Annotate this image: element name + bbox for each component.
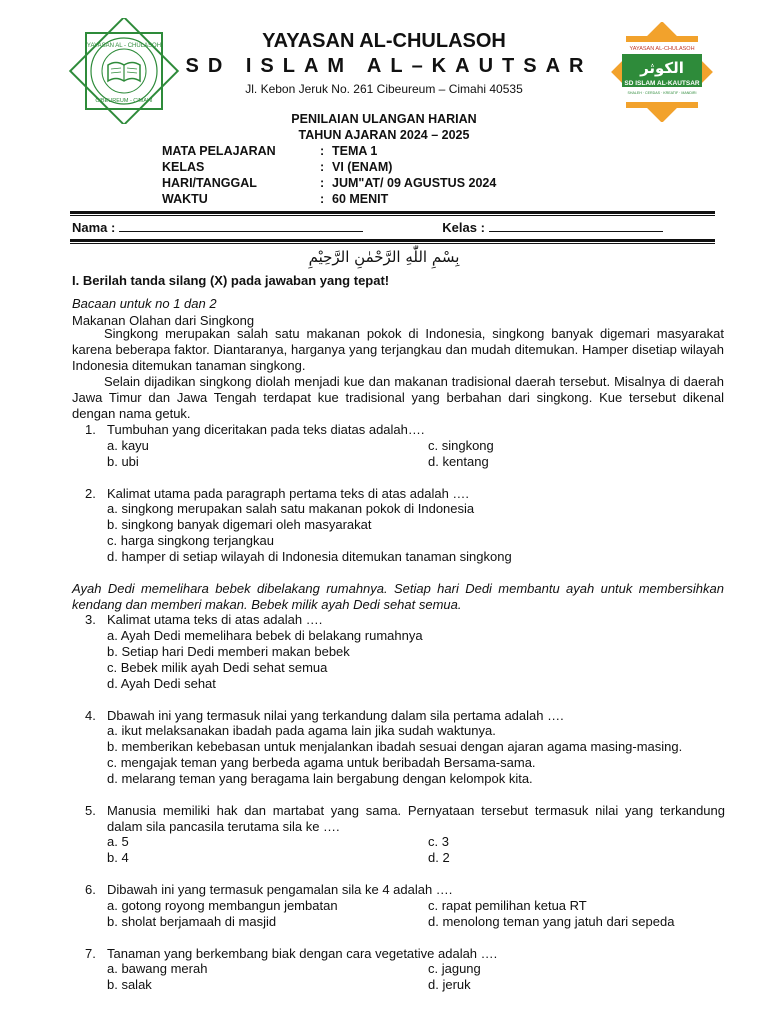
name-blank[interactable] — [119, 220, 363, 232]
reading-paragraph-1: Singkong merupakan salah satu makanan pokok di Indonesia, singkong banyak digemari masyarakat karena beberapa faktor. Diantaranya, harganya yang terjangkau dan mudah ditemukan. Hamper disetiap wilayah Indonesia ditemukan tanaman singkong. — [72, 326, 724, 373]
question-7: 7. Tanaman yang berkembang biak dengan cara vegetative adalah …. — [85, 946, 498, 961]
option-3b[interactable]: b. Setiap hari Dedi memberi makan bebek — [107, 644, 350, 659]
option-7b[interactable]: b. salak — [107, 977, 152, 992]
option-1c[interactable]: c. singkong — [428, 438, 494, 453]
option-2a[interactable]: a. singkong merupakan salah satu makanan pokok di Indonesia — [107, 501, 475, 516]
name-label: Nama — [72, 220, 108, 235]
exam-title: PENILAIAN ULANGAN HARIAN — [291, 112, 477, 126]
question-3: 3. Kalimat utama teks di atas adalah …. — [85, 612, 323, 627]
question-6: 6. Dibawah ini yang termasuk pengamalan sila ke 4 adalah …. — [85, 882, 453, 897]
school-title: SD ISLAM AL–KAUTSAR — [185, 55, 593, 77]
option-7c[interactable]: c. jagung — [428, 961, 481, 976]
option-6c[interactable]: c. rapat pemilihan ketua RT — [428, 898, 587, 913]
academic-year: TAHUN AJARAN 2024 – 2025 — [298, 128, 470, 142]
option-2c[interactable]: c. harga singkong terjangkau — [107, 533, 274, 548]
student-info-row: Nama : Kelas : — [72, 220, 712, 235]
foundation-logo-top-text: YAYASAN AL - CHULASOH — [86, 43, 162, 49]
meta-subject: MATA PELAJARAN : TEMA 1 — [162, 144, 378, 158]
school-logo-motto: SHALEH · CERDAS · KREATIF · MANDIRI — [627, 91, 697, 95]
option-5c[interactable]: c. 3 — [428, 834, 449, 849]
class-label: Kelas — [442, 220, 477, 235]
question-5: 5. Manusia memiliki hak dan martabat yang sama. Pernyataan tersebut termasuk nilai yang terkandung dalam sila pancasila terutama sila ke …. — [85, 803, 725, 834]
option-4b[interactable]: b. memberikan kebebasan untuk menjalankan ibadah sesuai dengan ajaran agama masing-masing. — [107, 739, 683, 754]
meta-duration: WAKTU : 60 MENIT — [162, 192, 389, 206]
header-divider-top-thin — [70, 215, 715, 216]
option-4d[interactable]: d. melarang teman yang beragama lain bergabung dengan kelompok kita. — [107, 771, 533, 786]
foundation-title: YAYASAN AL-CHULASOH — [262, 30, 506, 52]
option-5b[interactable]: b. 4 — [107, 850, 129, 865]
option-7d[interactable]: d. jeruk — [428, 977, 471, 992]
option-2d[interactable]: d. hamper di setiap wilayah di Indonesia ditemukan tanaman singkong — [107, 549, 512, 564]
option-7a[interactable]: a. bawang merah — [107, 961, 208, 976]
school-logo-top-text: YAYASAN AL-CHULASOH — [629, 46, 695, 52]
option-1b[interactable]: b. ubi — [107, 454, 139, 469]
school-logo-name: SD ISLAM AL-KAUTSAR — [624, 80, 700, 87]
school-address: Jl. Kebon Jeruk No. 261 Cibeureum – Cimahi 40535 — [245, 82, 523, 96]
header-divider-bottom — [70, 239, 715, 242]
basmalah: بِسْمِ اللّٰهِ الرَّحْمٰنِ الرَّحِيْمِ — [308, 248, 460, 266]
question-2: 2. Kalimat utama pada paragraph pertama teks di atas adalah …. — [85, 486, 470, 501]
section-instruction: I. Berilah tanda silang (X) pada jawaban yang tepat! — [72, 273, 390, 288]
option-5a[interactable]: a. 5 — [107, 834, 129, 849]
foundation-logo-bottom-text: CIBEUREUM - CIMAHI — [95, 98, 153, 104]
option-6b[interactable]: b. sholat berjamaah di masjid — [107, 914, 277, 929]
school-logo-arabic: الكوثر — [640, 59, 684, 77]
reading-title: Makanan Olahan dari Singkong — [72, 313, 255, 328]
option-2b[interactable]: b. singkong banyak digemari oleh masyarakat — [107, 517, 372, 532]
question-4: 4. Dbawah ini yang termasuk nilai yang terkandung dalam sila pertama adalah …. — [85, 708, 564, 723]
reading-passage-2: Ayah Dedi memelihara bebek dibelakang rumahnya. Setiap hari Dedi membantu ayah untuk membersihkan kendang dan memberi makan. Bebek milik ayah Dedi sehat semua. — [72, 581, 724, 612]
header-divider-bottom-thin — [70, 243, 715, 244]
reading-intro: Bacaan untuk no 1 dan 2 — [72, 296, 217, 311]
option-1a[interactable]: a. kayu — [107, 438, 149, 453]
option-4a[interactable]: a. ikut melaksanakan ibadah pada agama lain jika sudah waktunya. — [107, 723, 496, 738]
option-6a[interactable]: a. gotong royong membangun jembatan — [107, 898, 338, 913]
option-3c[interactable]: c. Bebek milik ayah Dedi sehat semua — [107, 660, 328, 675]
meta-date: HARI/TANGGAL : JUM"AT/ 09 AGUSTUS 2024 — [162, 176, 497, 190]
option-5d[interactable]: d. 2 — [428, 850, 450, 865]
class-blank[interactable] — [489, 220, 663, 232]
reading-paragraph-2: Selain dijadikan singkong diolah menjadi kue dan makanan tradisional daerah tersebut. Misalnya di daerah Jawa Timur dan Jawa Tengah terdapat kue tradisional yang berbahan dari singkong. Kue tersebut dikenal dengan nama getuk. — [72, 374, 724, 421]
meta-class: KELAS : VI (ENAM) — [162, 160, 393, 174]
header-divider-top — [70, 211, 715, 214]
option-6d[interactable]: d. menolong teman yang jatuh dari sepeda — [428, 914, 675, 929]
option-4c[interactable]: c. mengajak teman yang berbeda agama untuk beribadah Bersama-sama. — [107, 755, 536, 770]
option-1d[interactable]: d. kentang — [428, 454, 489, 469]
option-3a[interactable]: a. Ayah Dedi memelihara bebek di belakang rumahnya — [107, 628, 423, 643]
option-3d[interactable]: d. Ayah Dedi sehat — [107, 676, 216, 691]
question-1: 1. Tumbuhan yang diceritakan pada teks diatas adalah…. — [85, 422, 425, 437]
